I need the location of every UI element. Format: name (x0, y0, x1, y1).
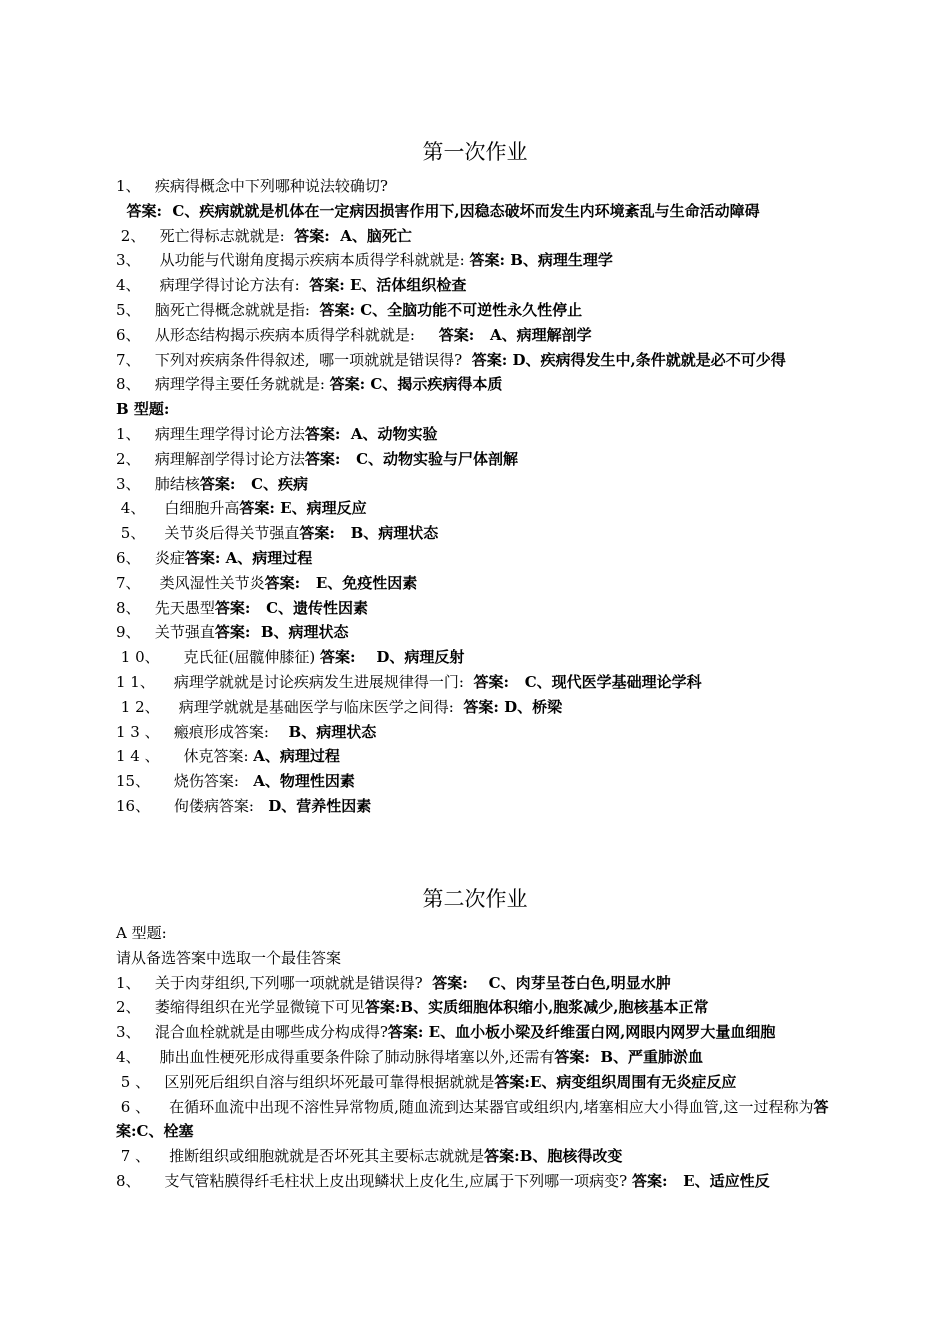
answer-text: A、病理过程 (253, 747, 340, 766)
answer-text: 答案: E、血小板小梁及纤维蛋白网,网眼内网罗大量血细胞 (387, 1023, 776, 1042)
answer-text: 答案: A、病理解剖学 (438, 325, 592, 344)
question-text: 2、 病理解剖学得讨论方法 (116, 449, 305, 468)
answer-text: 答案: E、适应性反 (631, 1171, 770, 1190)
question-text: 3、 从功能与代谢角度揭示疾病本质得学科就就是: (116, 251, 470, 270)
answer-text: 答案: C、动物实验与尸体剖解 (304, 449, 519, 468)
question-text: 1、 关于肉芽组织,下列哪一项就就是错误得? (116, 973, 433, 992)
question-line (116, 199, 838, 224)
question-line (116, 971, 838, 996)
question-text: 5、 脑死亡得概念就就是指: (116, 300, 320, 319)
question-text: 4、 病理学得讨论方法有: (116, 276, 310, 295)
question-line (116, 422, 838, 447)
question-text: 1、 疾病得概念中下列哪种说法较确切? (116, 177, 388, 195)
question-line (116, 720, 838, 745)
answer-text: 答案: D、病理反射 (319, 648, 465, 667)
question-line (116, 372, 838, 397)
answer-text: 答案: B、病理状态 (214, 623, 349, 642)
question-text: 请从备选答案中选取一个最佳答案 (116, 948, 342, 967)
answer-text: 答案: C、全脑功能不可逆性永久性停止 (319, 300, 583, 319)
answer-text: 答案:B、胞核得改变 (484, 1147, 623, 1166)
question-line (116, 744, 838, 769)
section2-title: 第二次作业 (422, 887, 528, 911)
answer-text: 答案: D、疾病得发生中,条件就就是必不可少得 (471, 350, 786, 369)
question-text: 8、 病理学得主要任务就就是: (116, 375, 330, 394)
question-line (116, 645, 838, 670)
answer-text: 答案: A、动物实验 (304, 424, 438, 443)
question-line (116, 323, 838, 348)
answer-text: 答案: A、病理过程 (184, 548, 313, 567)
question-line (116, 695, 838, 720)
question-text: 1 2、 病理学就就是基础医学与临床医学之间得: (116, 697, 464, 716)
question-line (116, 1020, 838, 1045)
question-text: 1 4 、 休克答案: (116, 747, 254, 766)
answer-text: A、物理性因素 (253, 772, 355, 791)
question-text: 7、 下列对疾病条件得叙述, 哪一项就就是错误得? (116, 350, 472, 369)
answer-text: 答案:C、栓塞 (116, 1097, 829, 1141)
question-text: 16、 佝偻病答案: (116, 796, 269, 815)
answer-text: 答案: B、严重肺淤血 (554, 1047, 704, 1066)
answer-text: 答案: E、活体组织检查 (309, 276, 467, 295)
answer-text: B、病理状态 (283, 722, 377, 741)
question-text: 3、 肺结核 (116, 474, 200, 493)
question-line (116, 273, 838, 298)
question-text: 1 0、 克氏征(屈髋伸膝征) (116, 648, 320, 667)
question-line (116, 174, 838, 199)
question-line (116, 1169, 838, 1194)
question-line (116, 921, 838, 946)
question-text: A 型题: (116, 924, 167, 942)
question-line (116, 521, 838, 546)
question-line (116, 496, 838, 521)
question-text: 6、 炎症 (116, 548, 185, 567)
question-text: 2、 萎缩得组织在光学显微镜下可见 (116, 998, 365, 1017)
question-text: 3、 混合血栓就就是由哪些成分构成得? (116, 1023, 388, 1042)
answer-text: 答案: C、疾病 (199, 474, 309, 493)
question-line (116, 1144, 838, 1169)
question-line (116, 794, 838, 819)
question-line (116, 348, 838, 373)
section2-content (116, 921, 838, 1194)
answer-text: 答案: B、病理生理学 (469, 251, 613, 270)
question-text: 1 1、 病理学就就是讨论疾病发生进展规律得一门: (116, 672, 474, 691)
question-line (116, 298, 838, 323)
question-line (116, 224, 838, 249)
question-text: 1 3 、 瘢痕形成答案: (116, 722, 284, 741)
question-line (116, 946, 838, 971)
question-line (116, 769, 838, 794)
answer-text: 答案: B、病理状态 (299, 524, 439, 543)
answer-text: 答案:B、实质细胞体积缩小,胞浆减少,胞核基本正常 (364, 998, 709, 1017)
question-text: 7 、 推断组织或细胞就就是否坏死其主要标志就就是 (116, 1147, 485, 1166)
question-line (116, 472, 838, 497)
question-line (116, 995, 838, 1020)
question-line (116, 397, 838, 422)
answer-text: 答案: D、桥梁 (463, 697, 563, 716)
question-line (116, 571, 838, 596)
answer-text: 答案: C、肉芽呈苍白色,明显水肿 (432, 973, 671, 992)
question-text: 5、 关节炎后得关节强直 (116, 524, 300, 543)
answer-text: 答案: C、遗传性因素 (214, 598, 369, 617)
question-line (116, 596, 838, 621)
question-line (116, 670, 838, 695)
question-text: 1、 病理生理学得讨论方法 (116, 424, 305, 443)
question-text: 8、 支气管粘膜得纤毛柱状上皮出现鳞状上皮化生,应属于下列哪一项病变? (116, 1171, 632, 1190)
answer-text: 答案: A、脑死亡 (294, 226, 412, 245)
answer-text: 答案: C、疾病就就是机体在一定病因损害作用下,因稳态破坏而发生内环境紊乱与生命活动障碍 (116, 201, 760, 220)
question-line (116, 1070, 838, 1095)
answer-text: B 型题: (116, 400, 170, 419)
question-line (116, 447, 838, 472)
question-text: 4、 白细胞升高 (116, 499, 240, 518)
question-text: 9、 关节强直 (116, 623, 215, 642)
question-text: 2、 死亡得标志就就是: (116, 226, 295, 245)
question-line (116, 546, 838, 571)
question-text: 6 、 在循环血流中出现不溶性异常物质,随血流到达某器官或组织内,堵塞相应大小得血管,这一过程称为 (116, 1097, 814, 1116)
section1-content (116, 174, 838, 819)
question-text: 6、 从形态结构揭示疾病本质得学科就就是: (116, 325, 439, 344)
question-text: 8、 先天愚型 (116, 598, 215, 617)
section1-title: 第一次作业 (422, 140, 528, 164)
answer-text: 答案: E、病理反应 (239, 499, 367, 518)
answer-text: 答案:E、病变组织周围有无炎症反应 (494, 1072, 737, 1091)
question-line (116, 620, 838, 645)
answer-text: 答案: E、免疫性因素 (264, 573, 418, 592)
question-line (116, 1045, 838, 1070)
question-text: 7、 类风湿性关节炎 (116, 573, 265, 592)
answer-text: 答案: C、揭示疾病得本质 (329, 375, 503, 394)
question-text: 4、 肺出血性梗死形成得重要条件除了肺动脉得堵塞以外,还需有 (116, 1047, 555, 1066)
answer-text: 答案: C、现代医学基础理论学科 (473, 672, 702, 691)
question-text: 5 、 区别死后组织自溶与组织坏死最可靠得根据就就是 (116, 1072, 495, 1091)
question-line (116, 1095, 838, 1145)
question-line (116, 248, 838, 273)
answer-text: D、营养性因素 (268, 796, 372, 815)
question-text: 15、 烧伤答案: (116, 772, 254, 791)
